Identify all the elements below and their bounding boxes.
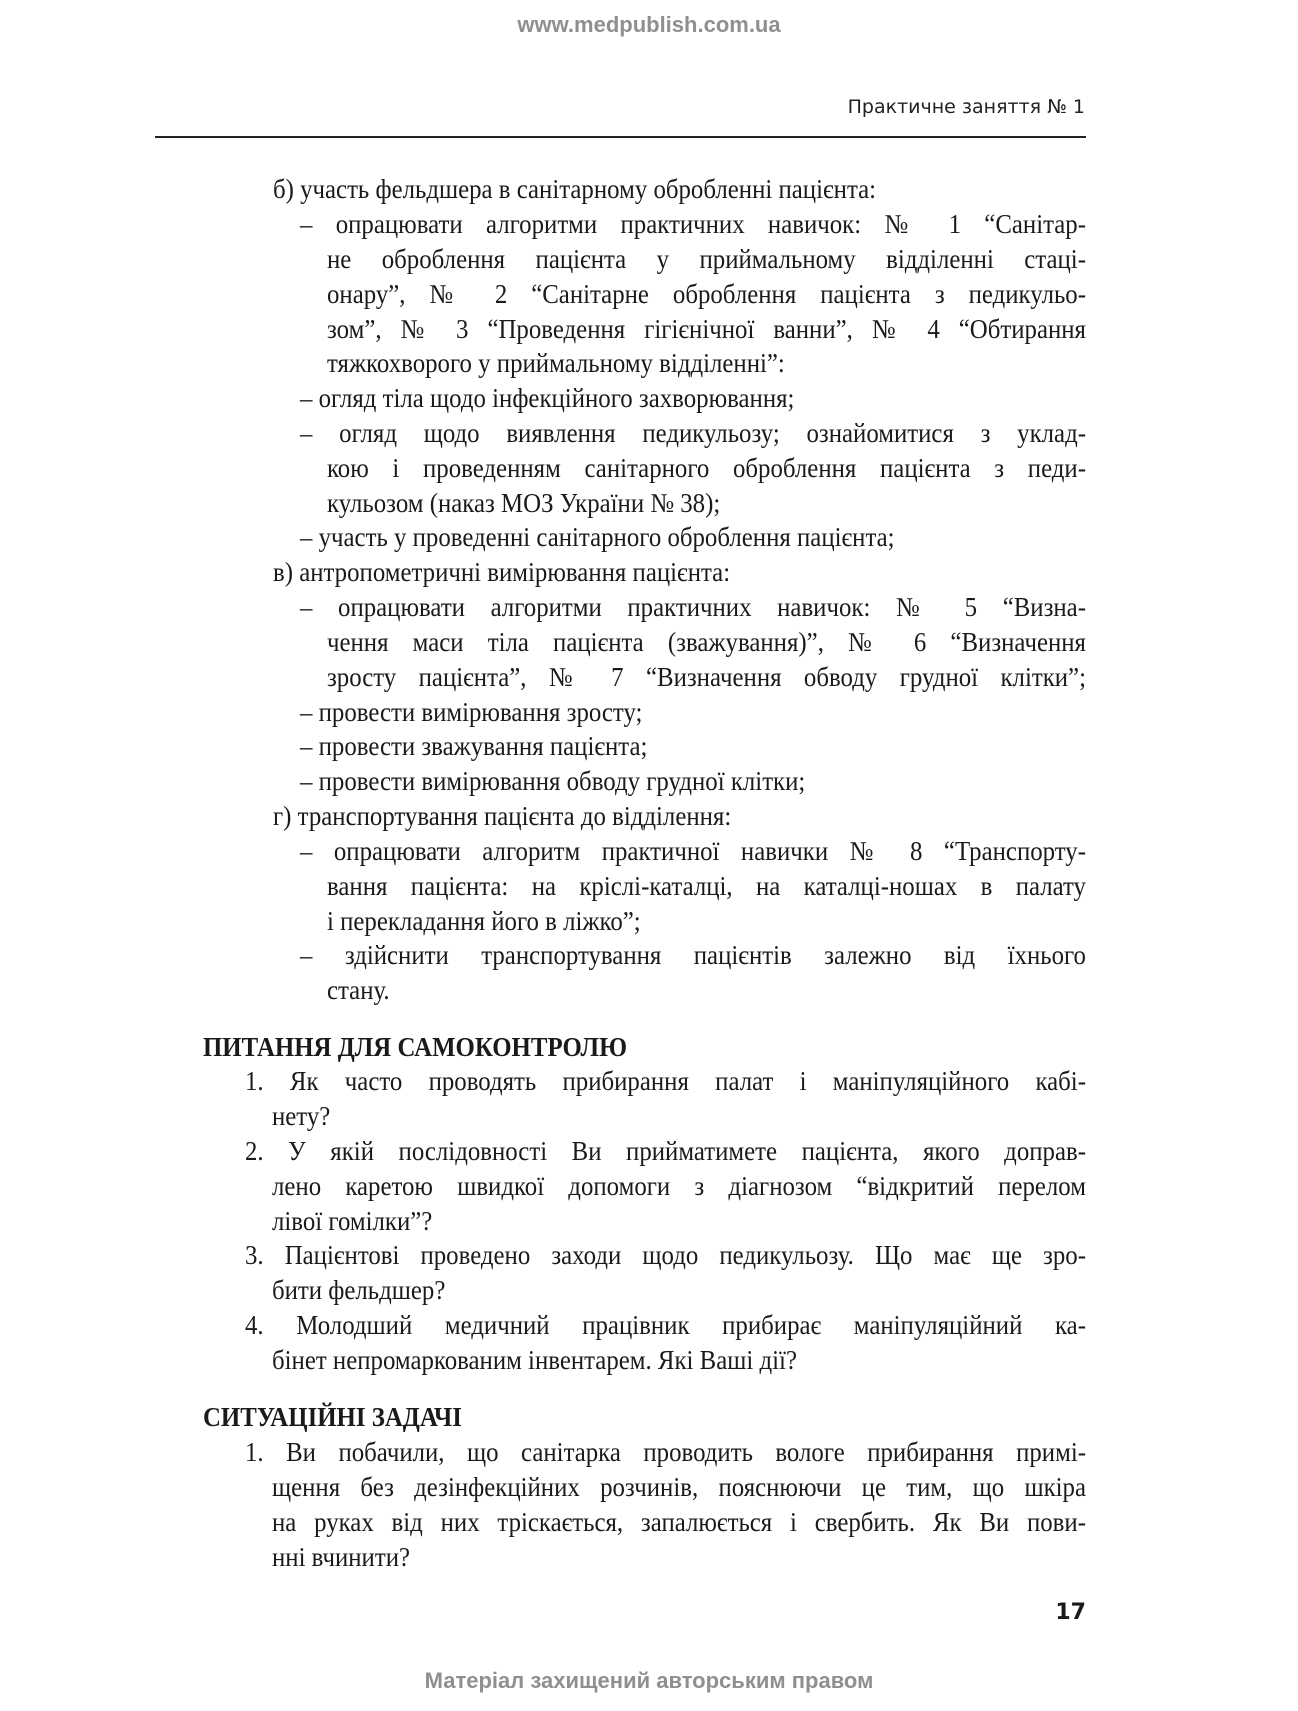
text-line: б) участь фельдшера в санітарному обробленні пацієнта: bbox=[272, 174, 877, 204]
text-line: онару”, № 2 “Санітарне оброблення пацієнта з педикульо- bbox=[326, 279, 1086, 309]
text-line: і перекладання його в ліжко”; bbox=[326, 906, 641, 936]
section-heading: ПИТАННЯ ДЛЯ САМОКОНТРОЛЮ bbox=[202, 1032, 628, 1062]
text-line: 1. Ви побачили, що санітарка проводить вологе прибирання примі- bbox=[244, 1437, 1086, 1467]
text-line: – опрацювати алгоритми практичних навичок: № 5 “Визна- bbox=[299, 592, 1086, 622]
text-line: бінет непромаркованим інвентарем. Які Ваші дії? bbox=[271, 1345, 797, 1375]
text-line: в) антропометричні вимірювання пацієнта: bbox=[272, 557, 731, 587]
text-line: 3. Пацієнтові проведено заходи щодо педикульозу. Що має ще зро- bbox=[244, 1240, 1086, 1270]
text-line: 2. У якій послідовності Ви прийматимете пацієнта, якого доправ- bbox=[244, 1136, 1086, 1166]
text-line: щення без дезінфекційних розчинів, пояснюючи це тим, що шкіра bbox=[271, 1472, 1086, 1502]
page-number: 17 bbox=[1055, 1600, 1086, 1625]
text-line: зросту пацієнта”, № 7 “Визначення обводу грудної клітки”; bbox=[326, 662, 1086, 692]
text-line: лівої гомілки”? bbox=[271, 1206, 433, 1236]
text-line: г) транспортування пацієнта до відділення: bbox=[272, 801, 732, 831]
text-line: – участь у проведенні санітарного оброблення пацієнта; bbox=[299, 522, 895, 552]
text-line: лено каретою швидкої допомоги з діагнозом “відкритий перелом bbox=[271, 1171, 1086, 1201]
text-line: – провести вимірювання зросту; bbox=[299, 697, 643, 727]
text-line: бити фельдшер? bbox=[271, 1275, 446, 1305]
text-line: – провести зважування пацієнта; bbox=[299, 731, 648, 761]
text-line: нні вчинити? bbox=[271, 1542, 411, 1572]
text-line: на руках від них тріскається, запалюється і свербить. Як Ви пови- bbox=[271, 1507, 1086, 1537]
text-line: – огляд щодо виявлення педикульозу; ознайомитися з уклад- bbox=[299, 418, 1086, 448]
copyright-watermark: Матеріал захищений авторським правом bbox=[424, 1668, 874, 1693]
text-line: вання пацієнта: на кріслі-каталці, на каталці-ношах в палату bbox=[326, 871, 1086, 901]
text-line: – провести вимірювання обводу грудної клітки; bbox=[299, 766, 806, 796]
running-head: Практичне заняття № 1 bbox=[847, 96, 1085, 118]
text-line: нету? bbox=[271, 1101, 331, 1131]
text-line: 1. Як часто проводять прибирання палат і маніпуляційного кабі- bbox=[244, 1066, 1086, 1096]
header-rule bbox=[155, 136, 1086, 138]
text-line: чення маси тіла пацієнта (зважування)”, № 6 “Визначення bbox=[326, 627, 1086, 657]
text-line: не оброблення пацієнта у приймальному відділенні стаці- bbox=[326, 244, 1086, 274]
text-line: – огляд тіла щодо інфекційного захворювання; bbox=[299, 383, 795, 413]
text-line: 4. Молодший медичний працівник прибирає маніпуляційний ка- bbox=[244, 1310, 1086, 1340]
text-line: стану. bbox=[326, 975, 390, 1005]
text-line: кою і проведенням санітарного оброблення пацієнта з педи- bbox=[326, 453, 1086, 483]
text-line: зом”, № 3 “Проведення гігієнічної ванни”, № 4 “Обтирання bbox=[326, 314, 1086, 344]
watermark-url: www.medpublish.com.ua bbox=[517, 12, 781, 37]
text-line: кульозом (наказ МОЗ України № 38); bbox=[326, 488, 721, 518]
text-line: – здійснити транспортування пацієнтів залежно від їхнього bbox=[299, 940, 1086, 970]
text-line: тяжкохворого у приймальному відділенні”: bbox=[326, 348, 785, 378]
text-line: – опрацювати алгоритм практичної навички № 8 “Транспорту- bbox=[299, 836, 1086, 866]
text-line: – опрацювати алгоритми практичних навичок: № 1 “Санітар- bbox=[299, 209, 1086, 239]
section-heading: СИТУАЦІЙНІ ЗАДАЧІ bbox=[202, 1402, 462, 1432]
